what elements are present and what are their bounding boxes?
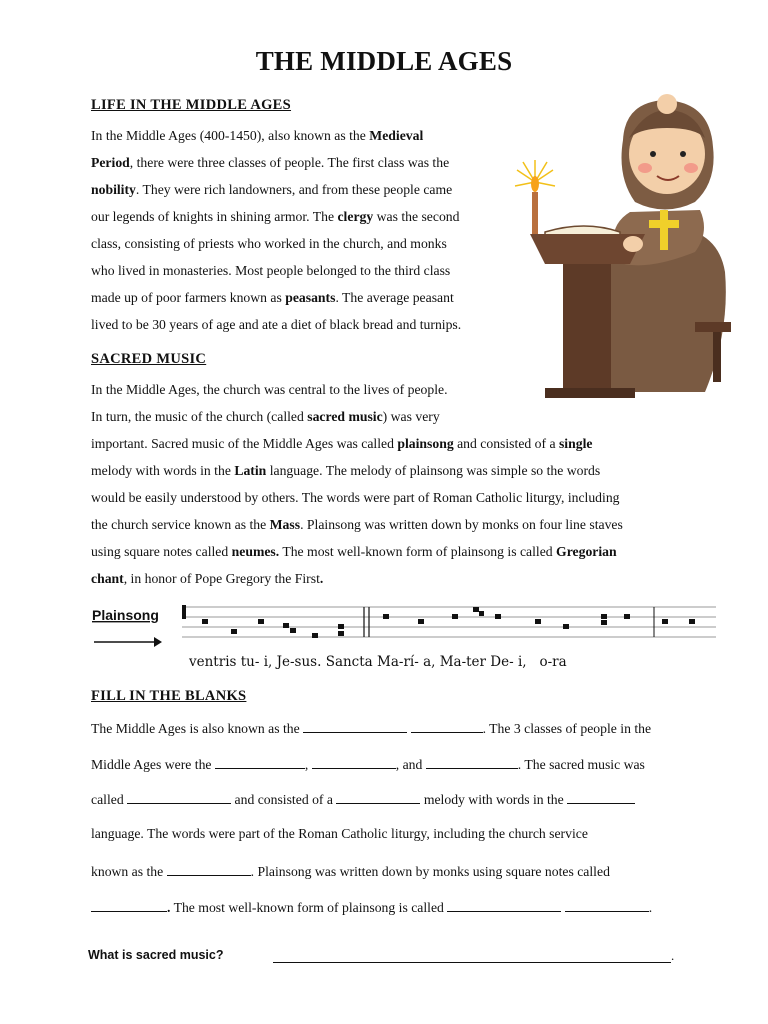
text-line xyxy=(91,565,731,592)
bold-term: Period xyxy=(91,155,130,170)
text-line xyxy=(91,122,511,149)
text-line xyxy=(91,457,731,484)
life-paragraph xyxy=(91,122,511,338)
blank-field[interactable] xyxy=(565,898,649,912)
blank-field[interactable] xyxy=(447,898,561,912)
text-run: . They were rich landowners, and from these people came xyxy=(135,182,453,197)
blank-field[interactable] xyxy=(127,790,231,804)
text-run: called xyxy=(91,792,128,807)
plainsong-notation xyxy=(88,598,718,670)
text-run: Middle Ages were the xyxy=(91,757,215,772)
text-line xyxy=(91,257,511,284)
text-run: , there were three classes of people. The first class was the xyxy=(129,155,450,170)
text-run: language. The words were part of the Roman Catholic liturgy, including the church service xyxy=(91,826,588,841)
bold-term: peasants xyxy=(285,290,336,305)
text-run: and consisted of a xyxy=(231,792,337,807)
text-line xyxy=(91,311,511,338)
text-run: The Middle Ages is also known as the xyxy=(91,721,304,736)
neumes xyxy=(182,605,695,638)
chant-staff-svg xyxy=(88,598,718,670)
text-run: and consisted of a xyxy=(453,436,559,451)
blank-field[interactable] xyxy=(411,719,483,733)
text-run: , in honor of Pope Gregory the First xyxy=(123,571,320,586)
bold-term: plainsong xyxy=(397,436,454,451)
text-run: the church service known as the xyxy=(91,517,270,532)
blank-field[interactable] xyxy=(336,790,420,804)
text-run: language. The melody of plainsong was simple so the words xyxy=(266,463,601,478)
answer-period: . xyxy=(671,948,675,963)
text-run: . The average peasant xyxy=(335,290,454,305)
fill-line xyxy=(91,826,588,842)
bold-term: neumes. xyxy=(231,544,280,559)
question-text: What is sacred music? xyxy=(88,948,224,962)
chant-lyrics: ventris tu- i, Je-sus. Sancta Ma-rí- a, Ma-ter De- i, o-ra xyxy=(189,654,567,670)
text-run: . Plainsong was written down by monks on four line staves xyxy=(300,517,623,532)
bold-term: Mass xyxy=(269,517,301,532)
blank-field[interactable] xyxy=(215,755,305,769)
text-run: In the Middle Ages, the church was central to the lives of people. xyxy=(91,382,448,397)
fill-line xyxy=(91,719,651,737)
text-line xyxy=(91,430,731,457)
answer-line[interactable] xyxy=(273,962,671,963)
fill-line xyxy=(91,790,635,808)
fill-line xyxy=(91,898,652,916)
text-run: , and xyxy=(395,757,426,772)
text-run: melody with words in the xyxy=(420,792,568,807)
text-run: using square notes called xyxy=(91,544,232,559)
text-line xyxy=(91,149,511,176)
bold-term: . xyxy=(167,900,171,915)
text-run: In the Middle Ages (400-1450), also known as the xyxy=(91,128,370,143)
blank-field[interactable] xyxy=(426,755,518,769)
text-run: ) was very xyxy=(382,409,440,424)
blank-field[interactable] xyxy=(303,719,407,733)
text-run: . The sacred music was xyxy=(517,757,645,772)
bold-term: nobility xyxy=(91,182,136,197)
text-run: important. Sacred music of the Middle Ages was called xyxy=(91,436,398,451)
bold-term: sacred music xyxy=(307,409,383,424)
bold-term: Gregorian xyxy=(556,544,617,559)
bold-term: Latin xyxy=(234,463,267,478)
text-run: In turn, the music of the church (called xyxy=(91,409,308,424)
bar-lines xyxy=(364,607,654,637)
section-heading-fill-blanks: FILL IN THE BLANKS xyxy=(91,688,247,704)
text-line xyxy=(91,484,731,511)
page-title: THE MIDDLE AGES xyxy=(255,46,513,76)
section-heading-sacred-music: SACRED MUSIC xyxy=(91,351,207,367)
bold-term: . xyxy=(319,571,324,586)
text-run: lived to be 30 years of age and ate a diet of black bread and turnips. xyxy=(91,317,462,332)
bold-term: clergy xyxy=(337,209,374,224)
text-run: The most well-known form of plainsong is called xyxy=(279,544,557,559)
arrow-icon xyxy=(94,637,162,647)
text-run: melody with words in the xyxy=(91,463,235,478)
text-run: class, consisting of priests who worked in the church, and monks xyxy=(91,236,447,251)
text-run: made up of poor farmers known as xyxy=(91,290,286,305)
text-run: The most well-known form of plainsong is called xyxy=(170,900,448,915)
text-run: was the second xyxy=(373,209,460,224)
text-run: would be easily understood by others. The words were part of Roman Catholic liturgy, including xyxy=(91,490,620,505)
fill-line xyxy=(91,862,610,880)
monk-illustration xyxy=(505,92,745,412)
text-run: who lived in monasteries. Most people belonged to the third class xyxy=(91,263,451,278)
bold-term: Medieval xyxy=(369,128,424,143)
text-run: . The 3 classes of people in the xyxy=(482,721,652,736)
bold-term: chant xyxy=(91,571,124,586)
blank-field[interactable] xyxy=(567,790,635,804)
text-line xyxy=(91,284,511,311)
text-line xyxy=(91,176,511,203)
text-line xyxy=(91,511,731,538)
text-line xyxy=(91,230,511,257)
text-run: . xyxy=(648,900,653,915)
blank-field[interactable] xyxy=(312,755,396,769)
text-run: , xyxy=(304,757,312,772)
text-line xyxy=(91,538,731,565)
text-line xyxy=(91,203,511,230)
plainsong-label: Plainsong xyxy=(92,607,159,623)
bold-term: single xyxy=(558,436,593,451)
blank-field[interactable] xyxy=(91,898,167,912)
text-run: known as the xyxy=(91,864,167,879)
section-heading-life: LIFE IN THE MIDDLE AGES xyxy=(91,97,292,113)
fill-line xyxy=(91,755,645,773)
blank-field[interactable] xyxy=(167,862,251,876)
text-run: our legends of knights in shining armor. The xyxy=(91,209,338,224)
text-run: . Plainsong was written down by monks using square notes called xyxy=(250,864,610,879)
candle-flame-icon xyxy=(515,160,555,234)
